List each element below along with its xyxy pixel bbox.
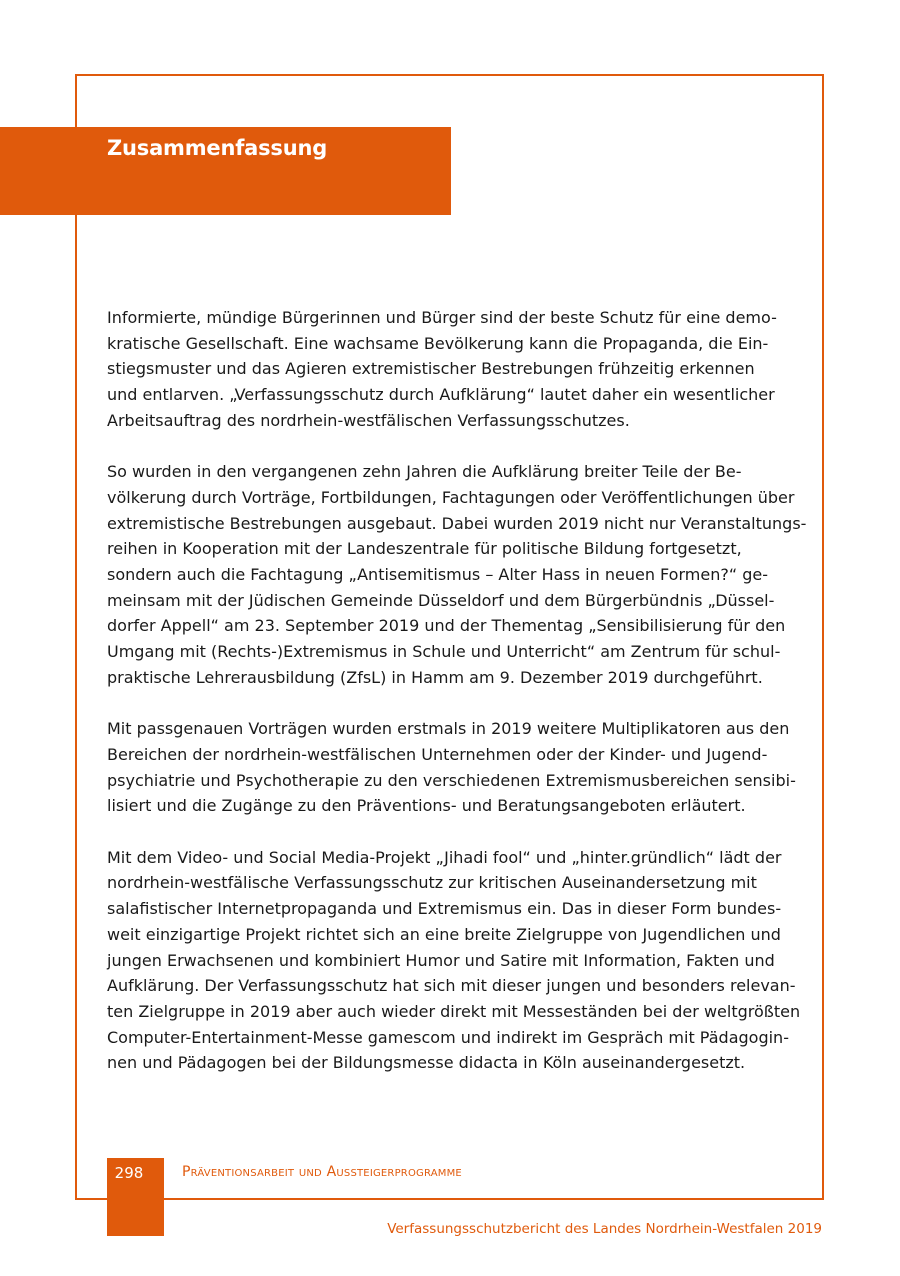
section-title: Präventionsarbeit und Aussteigerprogramme xyxy=(182,1164,462,1180)
page-heading: Zusammenfassung xyxy=(107,136,328,160)
paragraph xyxy=(107,305,807,434)
paragraph-line: völkerung durch Vorträge, Fortbildungen, Fachtagungen oder Veröffentlichungen über xyxy=(107,487,795,507)
paragraph-line: nordrhein-westfälische Verfassungsschutz zur kritischen Auseinandersetzung mit xyxy=(107,873,757,893)
paragraph-line: jungen Erwachsenen und kombiniert Humor und Satire mit Information, Fakten und xyxy=(107,950,775,970)
paragraph-line: Bereichen der nordrhein-westfälischen Unternehmen oder der Kinder- und Jugend- xyxy=(107,744,768,764)
paragraph-line: Informierte, mündige Bürgerinnen und Bürger sind der beste Schutz für eine demo- xyxy=(107,308,777,327)
paragraph-line: Mit passgenauen Vorträgen wurden erstmals in 2019 weitere Multiplikatoren aus den xyxy=(107,719,790,739)
paragraph-line: und entlarven. „Verfassungsschutz durch Aufklärung“ lautet daher ein wesentlicher xyxy=(107,385,775,405)
paragraph-line: meinsam mit der Jüdischen Gemeinde Düsseldorf und dem Bürgerbündnis „Düssel- xyxy=(107,590,775,610)
paragraph xyxy=(107,459,807,690)
publication-footer: Verfassungsschutzbericht des Landes Nordrhein-Westfalen 2019 xyxy=(387,1221,822,1237)
paragraph-line: Mit dem Video- und Social Media-Projekt „Jihadi fool“ und „hinter.gründlich“ lädt der xyxy=(107,847,782,867)
page-number: 298 xyxy=(114,1164,144,1182)
paragraph-line: dorfer Appell“ am 23. September 2019 und der Thementag „Sensibilisierung für den xyxy=(107,616,786,636)
paragraph-line: reihen in Kooperation mit der Landeszentrale für politische Bildung fortgesetzt, xyxy=(107,539,742,559)
paragraph-line: Umgang mit (Rechts-)Extremismus in Schule und Unterricht“ am Zentrum für schul- xyxy=(107,642,781,662)
page-number-box xyxy=(107,1158,164,1236)
paragraph-line: Arbeitsauftrag des nordrhein-westfälischen Verfassungsschutzes. xyxy=(107,410,630,430)
paragraph-line: kratische Gesellschaft. Eine wachsame Bevölkerung kann die Propaganda, die Ein- xyxy=(107,333,769,353)
body-text xyxy=(107,305,807,1102)
heading-band xyxy=(0,127,451,215)
paragraph-line: Computer-Entertainment-Messe gamescom und indirekt im Gespräch mit Pädagogin- xyxy=(107,1027,789,1047)
paragraph-line: psychiatrie und Psychotherapie zu den verschiedenen Extremismusbereichen sensibi- xyxy=(107,770,796,790)
paragraph-line: stiegsmuster und das Agieren extremistischer Bestrebungen frühzeitig erkennen xyxy=(107,359,755,379)
paragraph-line: extremistische Bestrebungen ausgebaut. Dabei wurden 2019 nicht nur Veranstaltungs- xyxy=(107,513,807,533)
paragraph-line: So wurden in den vergangenen zehn Jahren die Aufklärung breiter Teile der Be- xyxy=(107,462,742,482)
paragraph-line: weit einzigartige Projekt richtet sich an eine breite Zielgruppe von Jugendlichen und xyxy=(107,924,781,944)
paragraph-line: nen und Pädagogen bei der Bildungsmesse didacta in Köln auseinandergesetzt. xyxy=(107,1053,746,1073)
paragraph xyxy=(107,716,807,819)
paragraph-line: salafistischer Internetpropaganda und Extremismus ein. Das in dieser Form bundes- xyxy=(107,899,782,919)
paragraph xyxy=(107,845,807,1076)
paragraph-line: lisiert und die Zugänge zu den Präventions- und Beratungsangeboten erläutert. xyxy=(107,796,746,816)
paragraph-line: ten Zielgruppe in 2019 aber auch wieder direkt mit Messeständen bei der weltgrößten xyxy=(107,1001,801,1021)
paragraph-line: Aufklärung. Der Verfassungsschutz hat sich mit dieser jungen und besonders relevan- xyxy=(107,976,796,996)
paragraph-line: sondern auch die Fachtagung „Antisemitismus – Alter Hass in neuen Formen?“ ge- xyxy=(107,565,768,585)
paragraph-line: praktische Lehrerausbildung (ZfsL) in Hamm am 9. Dezember 2019 durchgeführt. xyxy=(107,667,763,687)
